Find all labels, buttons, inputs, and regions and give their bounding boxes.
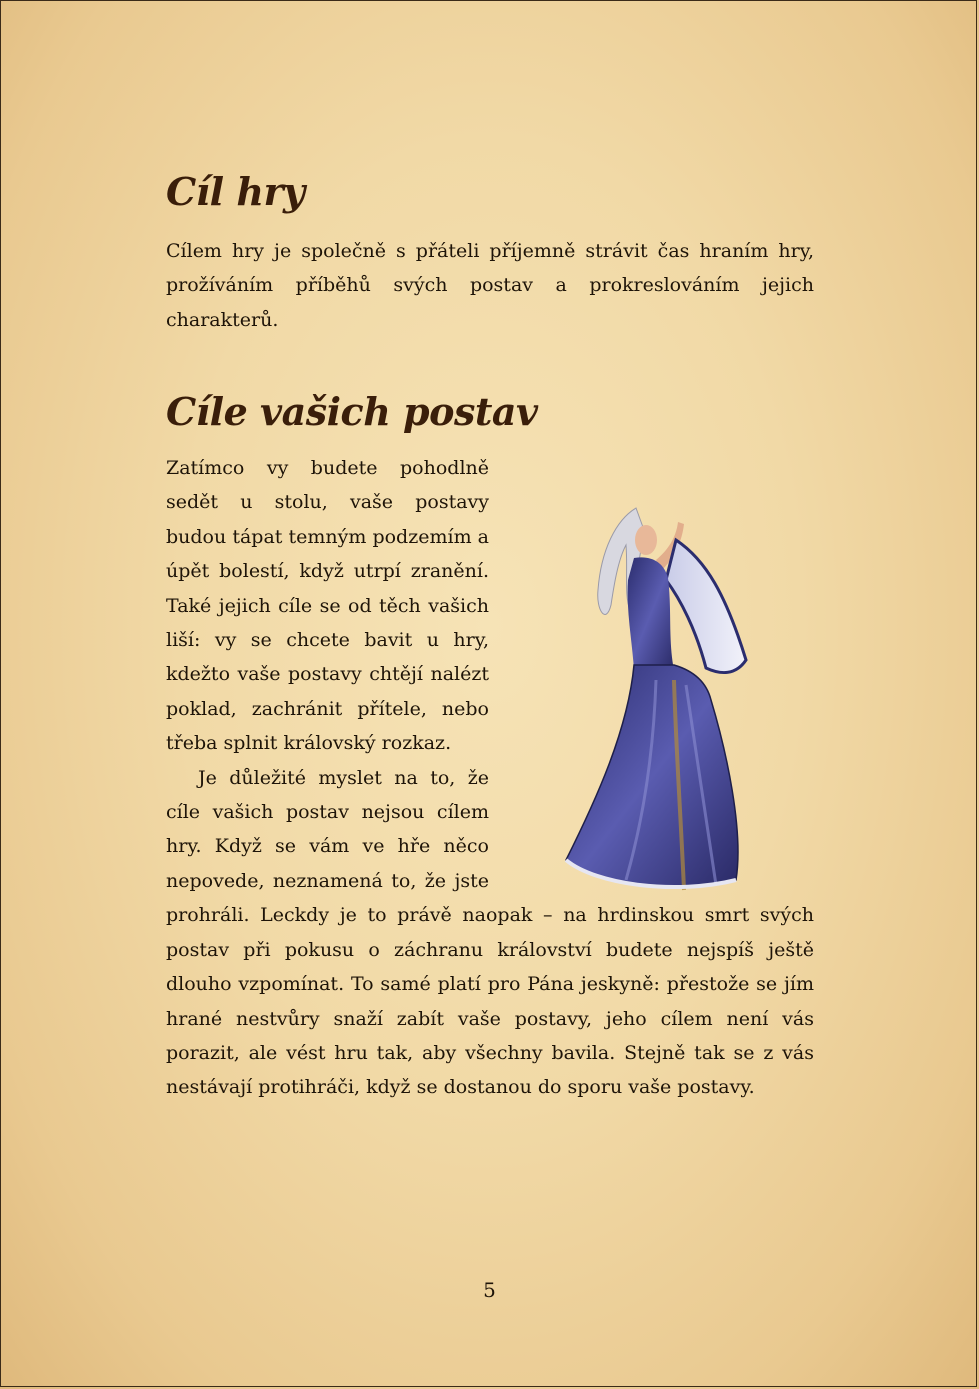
heading-character-goals: Cíle vašich postav xyxy=(166,389,538,434)
head xyxy=(635,525,657,555)
heading-goal-of-game: Cíl hry xyxy=(166,169,305,214)
paragraph-character-goals-1: Zatímco vy budete pohodlně sedět u stolu, vaše postavy budou tápat temným podzemím a úpět bolestí, když utrpí zranění. Také jejich cíle se od těch vašich liší: vy se chcete bavit u hry, kdežto vaše postavy chtějí nalézt poklad, zachránit přítele, nebo třeba splnit královský rozkaz. xyxy=(166,457,489,755)
sleeve xyxy=(666,540,746,673)
paragraph-goal-of-game: Cílem hry je společně s přáteli příjemně strávit čas hraním hry, prožíváním příběhů svých postav a prokreslováním jejich charakterů. xyxy=(166,240,814,331)
paragraph-character-goals-2: Je důležité myslet na to, že cíle vašich postav nejsou cílem hry. Když se vám ve hře něco nepovede, neznamená to, že jste prohráli. Leckdy je to právě naopak – na hrdinskou smrt svých postav při pokusu o záchranu království budete nejspíš ještě dlouho vzpomínat. To samé platí pro Pána jeskyně: přestože se jím hrané nestvůry snaží zabít vaše postavy, jeho cílem není vás porazit, ale vést hru tak, aby všechny bavila. Stejně tak se z vás nestávají protihráči, když se dostanou do sporu vaše postavy. xyxy=(166,766,814,1099)
page-number: 5 xyxy=(483,1278,496,1302)
dancing-woman-illustration xyxy=(556,500,756,895)
